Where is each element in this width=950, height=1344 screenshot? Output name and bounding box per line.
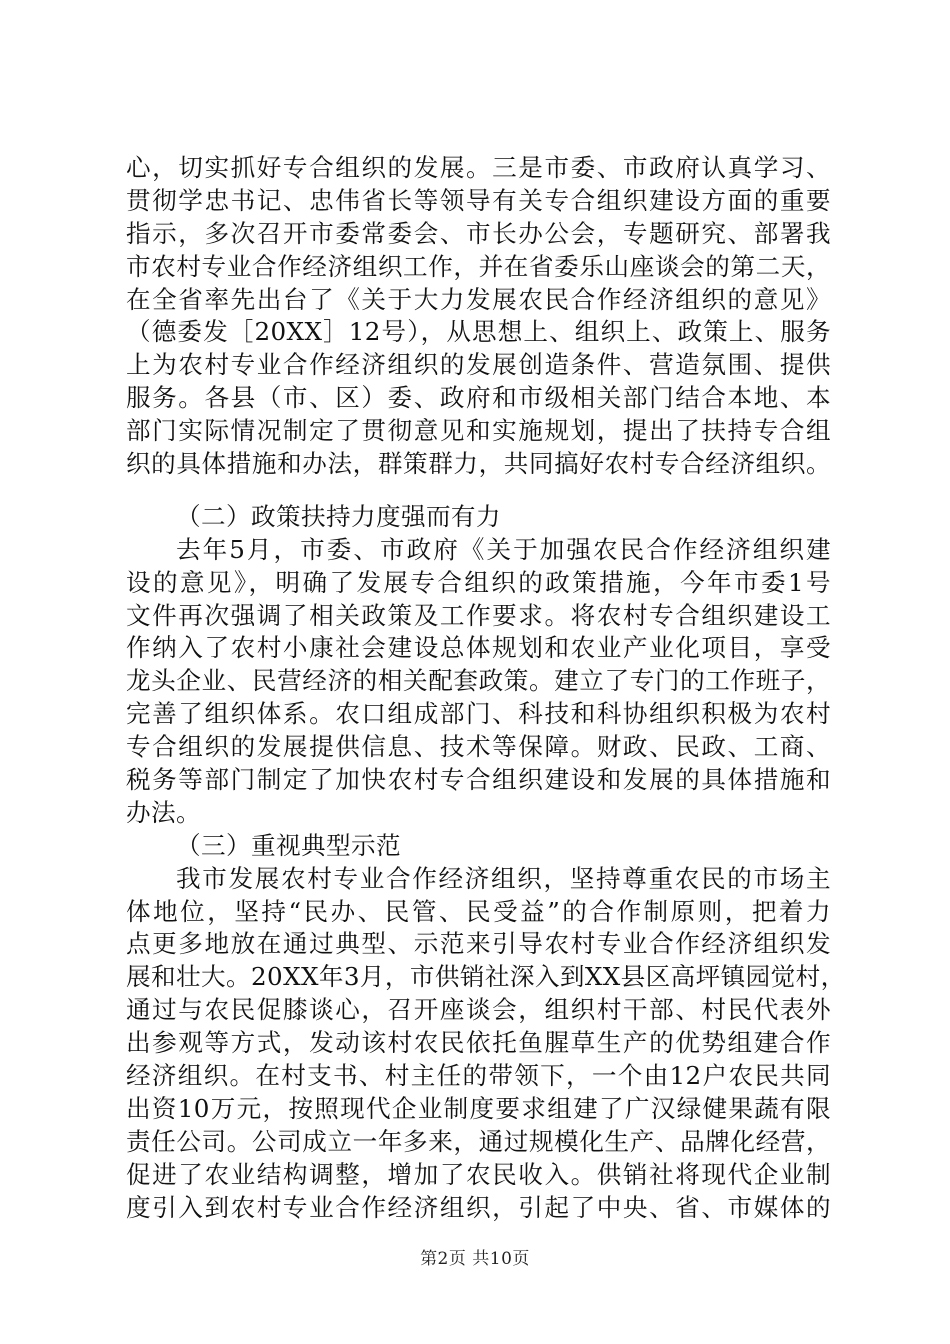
body-text-line: 市农村专业合作经济组织工作，并在省委乐山座谈会的第二天， (126, 251, 831, 281)
page-number-footer: 第2页 共10页 (420, 1249, 530, 1269)
paragraph-gap (126, 481, 831, 501)
body-text-line: 专合组织的发展提供信息、技术等保障。财政、民政、工商、 (126, 732, 831, 762)
body-text-line: 作纳入了农村小康社会建设总体规划和农业产业化项目，享受 (126, 633, 831, 663)
body-text-line: 设的意见》，明确了发展专合组织的政策措施，今年市委1号 (126, 567, 831, 597)
body-text-line: 出参观等方式，发动该村农民依托鱼腥草生产的优势组建合作 (126, 1028, 831, 1058)
body-text-line: 度引入到农村专业合作经济组织，引起了中央、省、市媒体的 (126, 1192, 831, 1222)
body-text-line: 展和壮大。20XX年3月，市供销社深入到XX县区高坪镇园觉村， (126, 962, 846, 992)
body-text-line: 促进了农业结构调整，增加了农民收入。供销社将现代企业制 (126, 1159, 831, 1189)
section-heading: （三）重视典型示范 (176, 830, 401, 860)
body-text-line: 上为农村专业合作经济组织的发展创造条件、营造氛围、提供 (126, 350, 831, 380)
body-text-line: 出资10万元，按照现代企业制度要求组建了广汉绿健果蔬有限 (126, 1093, 831, 1123)
document-body (126, 152, 846, 1225)
body-text-line: 去年5月，市委、市政府《关于加强农民合作经济组织建 (176, 534, 831, 564)
body-text-line: 织的具体措施和办法，群策群力，共同搞好农村专合经济组织。 (126, 449, 831, 479)
body-text-line: 文件再次强调了相关政策及工作要求。将农村专合组织建设工 (126, 600, 831, 630)
body-text-line: 体地位，坚持“民办、民管、民受益”的合作制原则，把着力 (126, 896, 831, 926)
body-text-line: 指示，多次召开市委常委会、市长办公会，专题研究、部署我 (126, 218, 831, 248)
body-text-line: 办法。 (126, 797, 201, 827)
section-heading: （二）政策扶持力度强而有力 (176, 501, 501, 531)
body-text-line: 在全省率先出台了《关于大力发展农民合作经济组织的意见》 (126, 284, 831, 314)
body-text-line: 经济组织。在村支书、村主任的带领下，一个由12户农民共同 (126, 1061, 831, 1091)
body-text-line: 责任公司。公司成立一年多来，通过规模化生产、品牌化经营， (126, 1126, 831, 1156)
body-text-line: 部门实际情况制定了贯彻意见和实施规划，提出了扶持专合组 (126, 416, 831, 446)
body-text-line: 龙头企业、民营经济的相关配套政策。建立了专门的工作班子， (126, 666, 831, 696)
body-text-line: 心，切实抓好专合组织的发展。三是市委、市政府认真学习、 (126, 153, 831, 182)
body-text-line: 服务。各县（市、区）委、政府和市级相关部门结合本地、本 (126, 383, 831, 413)
body-text-line: （德委发［20XX］12号），从思想上、组织上、政策上、服务 (126, 317, 831, 347)
body-text-line: 税务等部门制定了加快农村专合组织建设和发展的具体措施和 (126, 765, 831, 795)
body-text-line: 我市发展农村专业合作经济组织，坚持尊重农民的市场主 (176, 863, 831, 893)
body-text-line: 完善了组织体系。农口组成部门、科技和科协组织积极为农村 (126, 699, 831, 729)
body-text-line: 点更多地放在通过典型、示范来引导农村专业合作经济组织发 (126, 929, 831, 959)
body-text-line: 贯彻学忠书记、忠伟省长等领导有关专合组织建设方面的重要 (126, 185, 831, 215)
body-text-line: 通过与农民促膝谈心，召开座谈会，组织村干部、村民代表外 (126, 995, 831, 1025)
